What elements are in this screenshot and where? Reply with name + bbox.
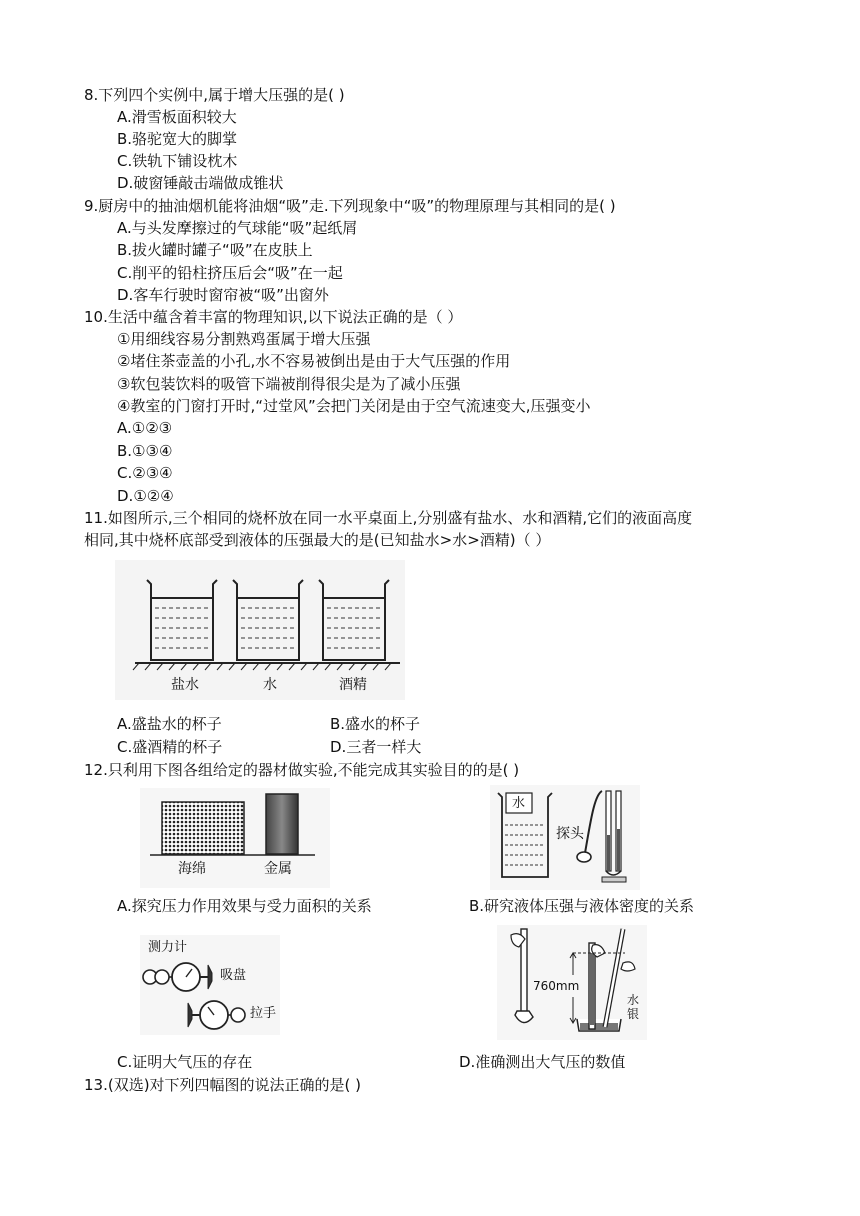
q10-statement-3: ③软包装饮料的吸管下端被削得很尖是为了减小压强 bbox=[117, 375, 461, 393]
label-metal: 金属 bbox=[264, 861, 292, 877]
q10-statement-1: ①用细线容易分割熟鸡蛋属于增大压强 bbox=[117, 330, 371, 348]
label-water: 水 bbox=[263, 677, 277, 693]
q11-option-a: A.盛盐水的杯子 bbox=[117, 715, 222, 733]
label-suction-cup: 吸盘 bbox=[220, 968, 247, 983]
q11-stem-line2: 相同,其中烧杯底部受到液体的压强最大的是(已知盐水>水>酒精)（ ） bbox=[84, 531, 551, 549]
label-handle: 拉手 bbox=[250, 1006, 277, 1021]
label-mercury-2: 银 bbox=[627, 1007, 640, 1021]
q11-option-c: C.盛酒精的杯子 bbox=[117, 738, 223, 756]
q11-option-b: B.盛水的杯子 bbox=[330, 715, 421, 733]
label-dynamometer: 测力计 bbox=[148, 940, 188, 955]
q9-option-c: C.削平的铅柱挤压后会“吸”在一起 bbox=[117, 264, 343, 282]
q9-option-d: D.客车行驶时窗帘被“吸”出窗外 bbox=[117, 286, 329, 304]
q8-option-d: D.破窗锤敲击端做成锥状 bbox=[117, 174, 284, 192]
q12-option-b: B.研究液体压强与液体密度的关系 bbox=[469, 897, 695, 915]
q11-stem-line1: 11.如图所示,三个相同的烧杯放在同一水平桌面上,分别盛有盐水、水和酒精,它们的液面高度 bbox=[84, 509, 693, 527]
q10-option-c: C.②③④ bbox=[117, 464, 173, 482]
label-probe: 探头 bbox=[556, 826, 584, 842]
metal-block bbox=[266, 794, 298, 854]
q11-beakers-figure bbox=[115, 560, 405, 700]
label-760mm: 760mm bbox=[533, 975, 579, 997]
q13-stem: 13.(双选)对下列四幅图的说法正确的是( ) bbox=[84, 1076, 362, 1094]
q12-fig-c-suction-cups bbox=[140, 935, 280, 1035]
label-alcohol: 酒精 bbox=[339, 677, 367, 693]
q10-statement-4: ④教室的门窗打开时,“过堂风”会把门关闭是由于空气流速变大,压强变小 bbox=[117, 397, 591, 415]
q12-option-a: A.探究压力作用效果与受力面积的关系 bbox=[117, 897, 372, 915]
label-saltwater: 盐水 bbox=[171, 677, 199, 693]
sponge-block bbox=[162, 802, 244, 854]
q9-stem: 9.厨房中的抽油烟机能将油烟“吸”走.下列现象中“吸”的物理原理与其相同的是( ) bbox=[84, 197, 616, 215]
q10-stem: 10.生活中蕴含着丰富的物理知识,以下说法正确的是（ ） bbox=[84, 308, 463, 326]
q9-option-a: A.与头发摩擦过的气球能“吸”起纸屑 bbox=[117, 219, 358, 237]
q12-option-c: C.证明大气压的存在 bbox=[117, 1053, 253, 1071]
label-sponge: 海绵 bbox=[178, 861, 206, 877]
q12-option-d: D.准确测出大气压的数值 bbox=[459, 1053, 626, 1071]
q8-stem: 8.下列四个实例中,属于增大压强的是( ) bbox=[84, 86, 345, 104]
q12-fig-a-sponge-metal bbox=[140, 788, 330, 888]
q8-option-a: A.滑雪板面积较大 bbox=[117, 108, 237, 126]
q8-option-c: C.铁轨下铺设枕木 bbox=[117, 152, 238, 170]
q10-option-a: A.①②③ bbox=[117, 419, 173, 437]
q12-stem: 12.只利用下图各组给定的器材做实验,不能完成其实验目的的是( ) bbox=[84, 761, 520, 779]
q10-statement-2: ②堵住茶壶盖的小孔,水不容易被倒出是由于大气压强的作用 bbox=[117, 352, 511, 370]
q9-option-b: B.拔火罐时罐子“吸”在皮肤上 bbox=[117, 241, 313, 259]
q10-option-d: D.①②④ bbox=[117, 487, 174, 505]
q8-option-b: B.骆驼宽大的脚掌 bbox=[117, 130, 238, 148]
q10-option-b: B.①③④ bbox=[117, 442, 173, 460]
q11-option-d: D.三者一样大 bbox=[330, 738, 422, 756]
q12-fig-b-manometer bbox=[490, 785, 640, 890]
label-water: 水 bbox=[512, 796, 526, 811]
q12-fig-d-torricelli bbox=[497, 925, 647, 1040]
label-mercury-1: 水 bbox=[627, 993, 640, 1007]
